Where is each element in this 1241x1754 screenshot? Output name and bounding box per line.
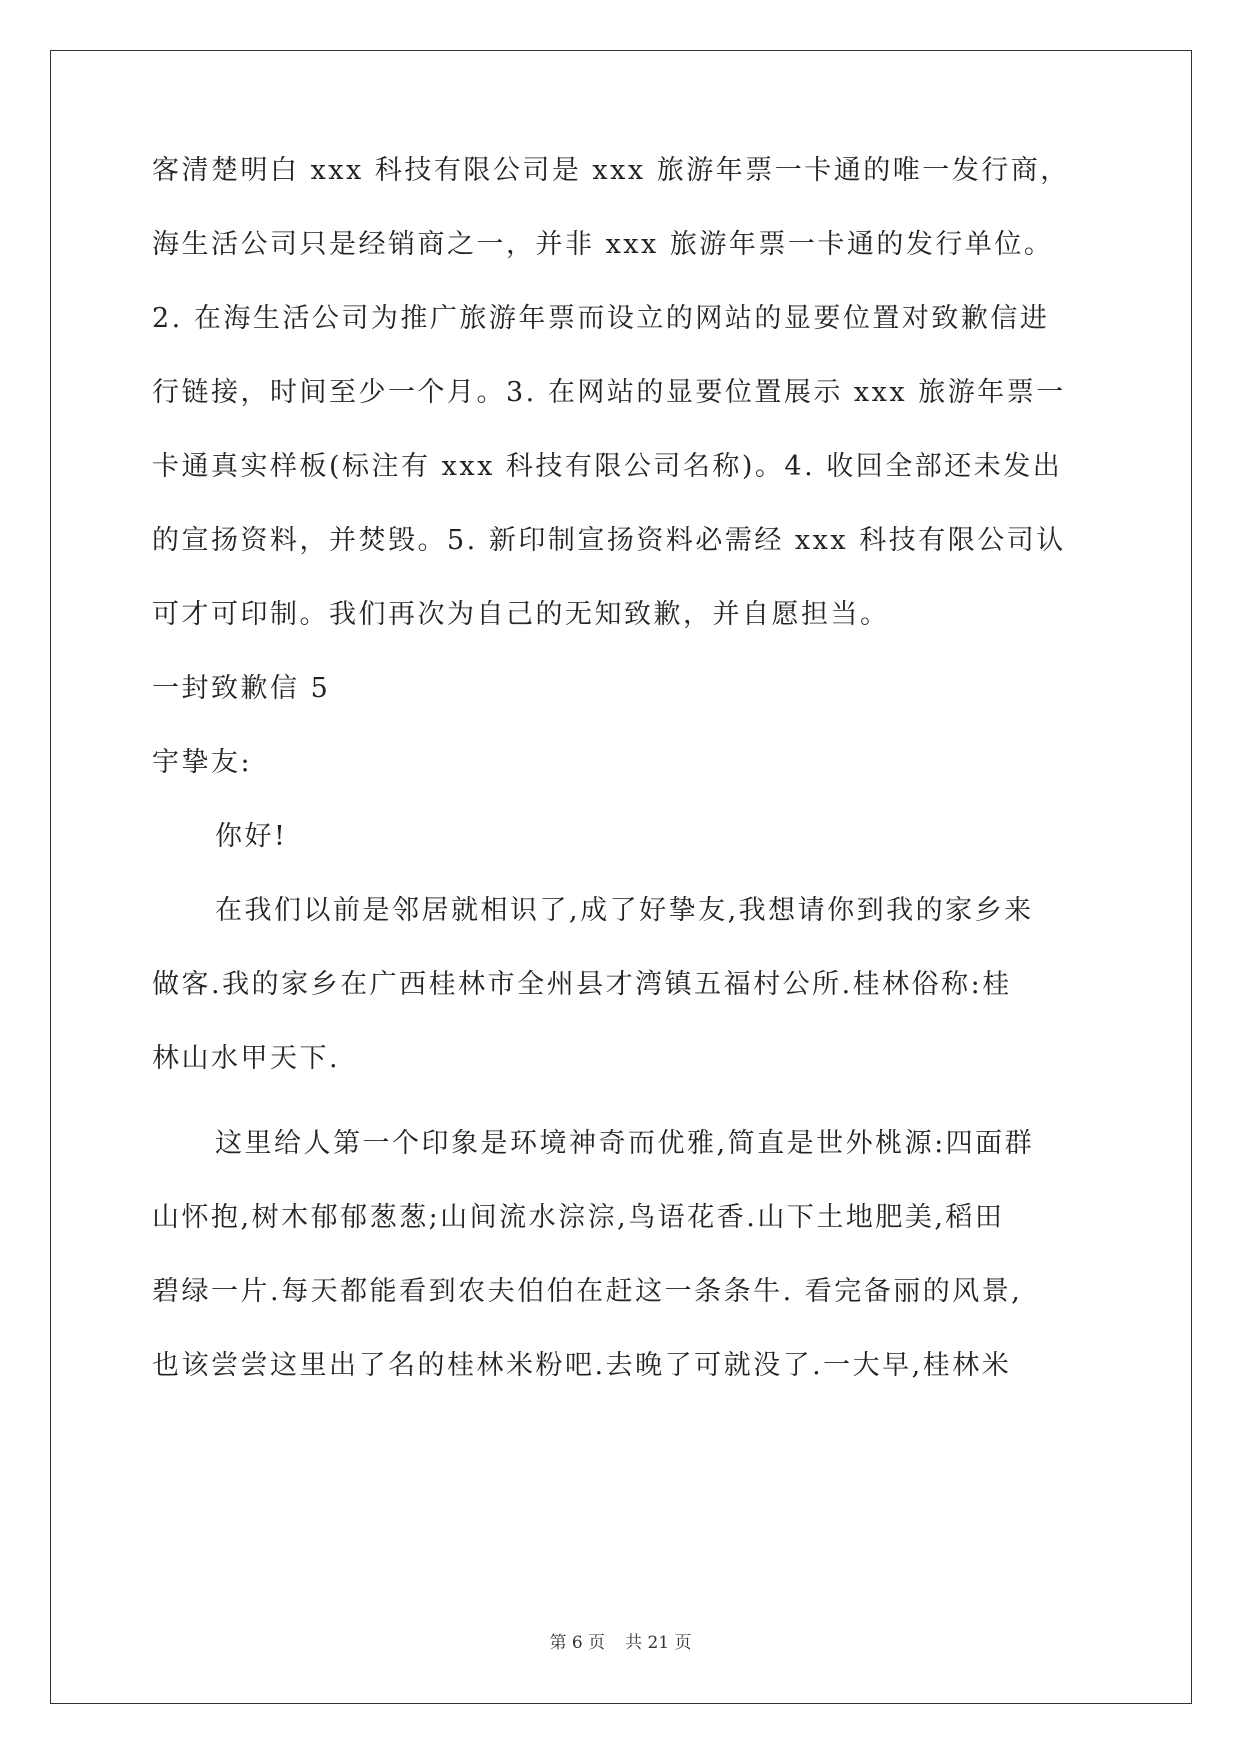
- paragraph-line: 的宣扬资料，并焚毁。5. 新印制宣扬资料必需经 xxx 科技有限公司认: [152, 525, 1066, 556]
- salutation: 宇挚友:: [152, 747, 253, 778]
- paragraph-line: 在我们以前是邻居就相识了,成了好挚友,我想请你到我的家乡来: [215, 895, 1034, 926]
- page-footer: [0, 1628, 1241, 1653]
- paragraph-line: 林山水甲天下.: [152, 1043, 341, 1074]
- page-number-total: 共 21 页: [625, 1633, 692, 1653]
- document-body: [152, 155, 1087, 1424]
- paragraph-line: 2. 在海生活公司为推广旅游年票而设立的网站的显要位置对致歉信进: [152, 303, 1050, 334]
- paragraph-line: 行链接，时间至少一个月。3. 在网站的显要位置展示 xxx 旅游年票一: [152, 377, 1066, 408]
- paragraph-line: 可才可印制。我们再次为自己的无知致歉，并自愿担当。: [152, 599, 890, 630]
- paragraph-line: 卡通真实样板(标注有 xxx 科技有限公司名称)。4. 收回全部还未发出: [152, 451, 1063, 482]
- paragraph-line: 碧绿一片.每天都能看到农夫伯伯在赶这一条条牛. 看完备丽的风景,: [152, 1276, 1023, 1307]
- paragraph-line: 山怀抱,树木郁郁葱葱;山间流水淙淙,鸟语花香.山下土地肥美,稻田: [152, 1202, 1005, 1233]
- section-heading: 一封致歉信 5: [152, 673, 331, 704]
- paragraph-line: 客清楚明白 xxx 科技有限公司是 xxx 旅游年票一卡通的唯一发行商，: [152, 155, 1070, 186]
- paragraph-line: 这里给人第一个印象是环境神奇而优雅,简直是世外桃源:四面群: [215, 1128, 1035, 1159]
- paragraph-line: 做客.我的家乡在广西桂林市全州县才湾镇五福村公所.桂林俗称:桂: [152, 969, 1012, 1000]
- paragraph-line: 海生活公司只是经销商之一，并非 xxx 旅游年票一卡通的发行单位。: [152, 229, 1054, 260]
- page-number-current: 第 6 页: [549, 1633, 606, 1653]
- paragraph-line: 也该尝尝这里出了名的桂林米粉吧.去晚了可就没了.一大早,桂林米: [152, 1350, 1012, 1381]
- greeting: 你好!: [215, 821, 288, 852]
